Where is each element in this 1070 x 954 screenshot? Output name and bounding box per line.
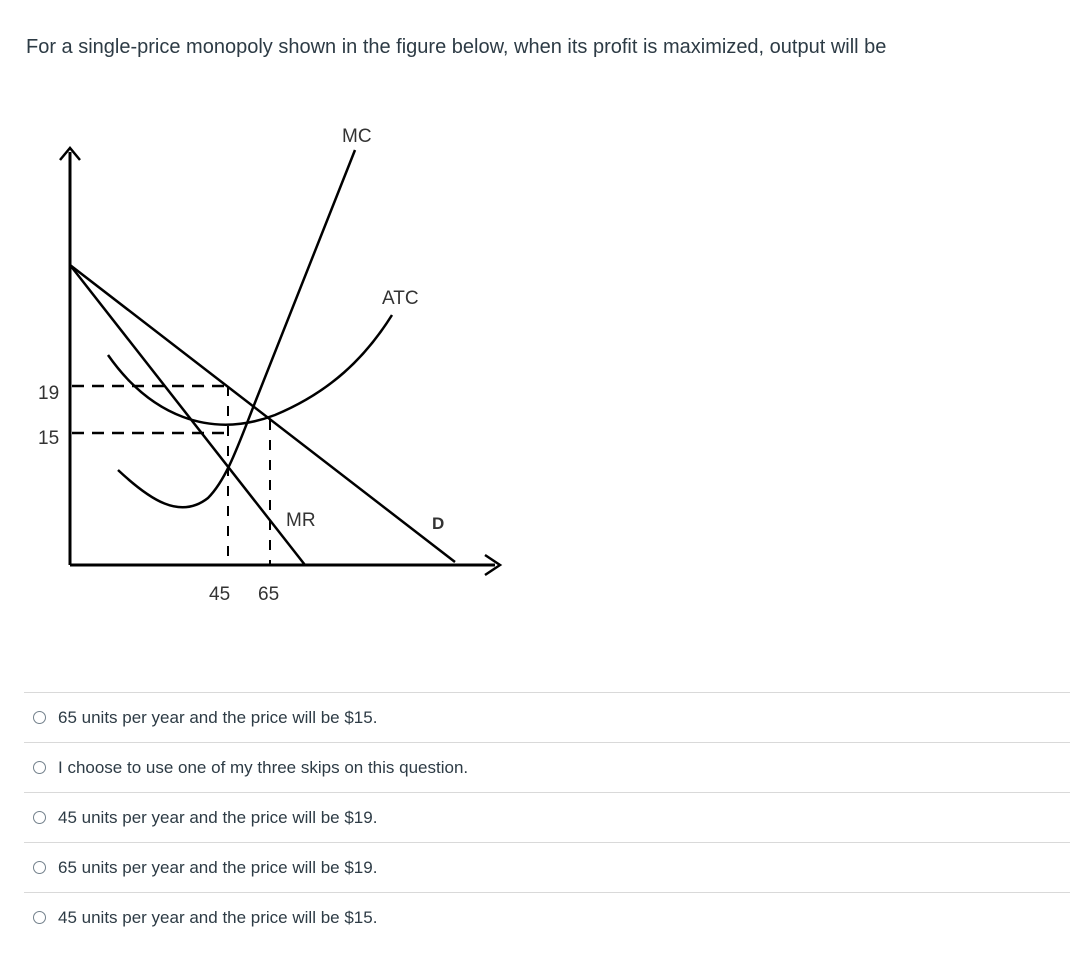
demand-curve [70,265,455,562]
question-text: For a single-price monopoly shown in the figure below, when its profit is maximized, output will be [26,36,887,58]
x-tick-45: 45 [209,584,231,605]
monopoly-figure [0,110,520,620]
answer-option[interactable] [24,792,1070,842]
radio-button[interactable] [33,711,46,724]
answer-option[interactable] [24,742,1070,792]
d-label: D [432,514,445,533]
answer-label: 45 units per year and the price will be $15. [58,907,378,927]
answer-option[interactable] [24,692,1070,742]
answer-label: 65 units per year and the price will be $19. [58,857,378,877]
mc-label: MC [342,126,372,147]
y-tick-19: 19 [38,383,60,404]
x-tick-65: 65 [258,584,280,605]
answer-label: 45 units per year and the price will be $19. [58,807,378,827]
answer-option[interactable] [24,892,1070,942]
monopoly-graph [0,110,520,620]
radio-button[interactable] [33,911,46,924]
radio-button[interactable] [33,861,46,874]
answer-list [24,692,1070,942]
radio-button[interactable] [33,811,46,824]
radio-button[interactable] [33,761,46,774]
mr-label: MR [286,510,316,531]
answer-label: I choose to use one of my three skips on this question. [58,757,469,777]
y-tick-15: 15 [38,428,60,449]
atc-label: ATC [382,288,419,309]
answer-option[interactable] [24,842,1070,892]
answer-label: 65 units per year and the price will be $15. [58,707,378,727]
